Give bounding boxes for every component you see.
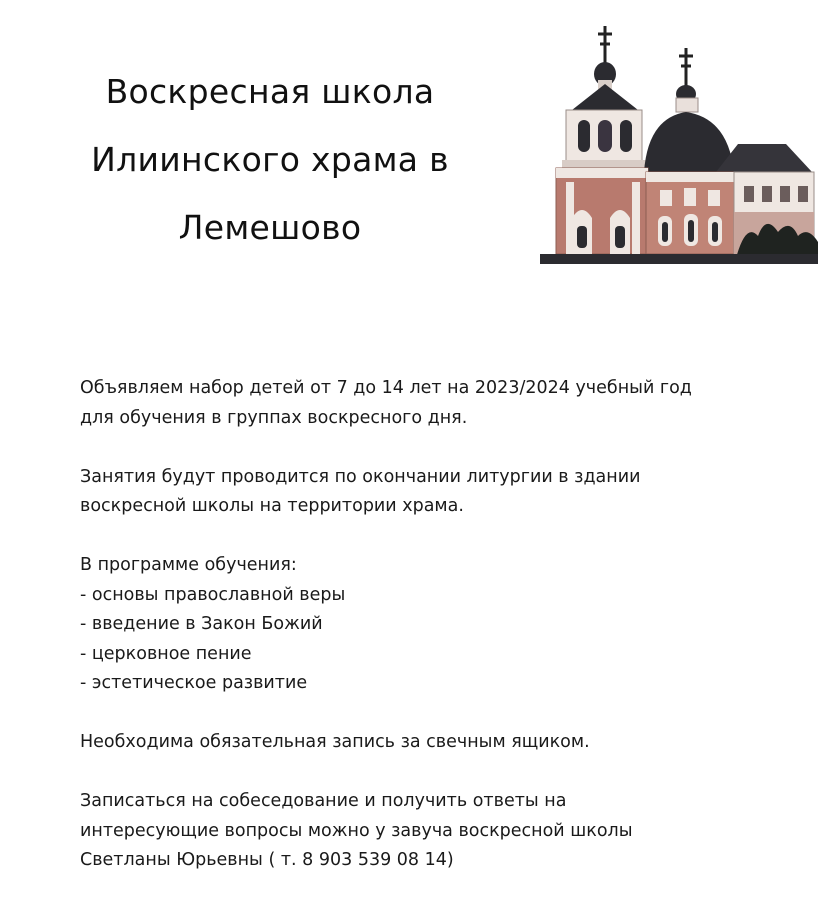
left-tower-roof [572, 84, 638, 110]
nave-roof [716, 144, 812, 172]
title-line-3: Лемешово [178, 208, 362, 247]
schedule-line-1: Занятия будут проводится по окончании литургии в здании [80, 466, 641, 487]
program-item: - введение в Закон Божий [80, 614, 323, 634]
title-line-2: Илиинского храма в [91, 140, 449, 179]
schedule-paragraph [80, 463, 800, 522]
contact-line-3: Светланы Юрьевны ( т. 8 903 539 08 14) [80, 850, 454, 870]
program-item: - основы православной веры [80, 584, 346, 605]
contact-paragraph [80, 787, 800, 876]
ground [540, 254, 818, 264]
intro-line-2: для обучения в группах воскресного дня. [80, 407, 468, 428]
main-roof [644, 112, 734, 172]
left-cross-icon [598, 26, 612, 64]
program-paragraph [80, 551, 800, 699]
announcement-body [80, 374, 800, 876]
intro-line-1: Объявляем набор детей от 7 до 14 лет на 2023/2024 учебный год [80, 378, 692, 398]
church-illustration-icon [536, 22, 820, 266]
program-item: - церковное пение [80, 643, 252, 664]
title-line-1: Воскресная школа [105, 72, 435, 111]
contact-line-2: интересующие вопросы можно у завуча воскресной школы [80, 820, 633, 841]
program-item: - эстетическое развитие [80, 673, 308, 693]
registration-paragraph [80, 728, 800, 758]
contact-line-1: Записаться на собеседование и получить ответы на [80, 791, 567, 811]
registration-line: Необходима обязательная запись за свечным ящиком. [80, 732, 590, 752]
intro-paragraph [80, 374, 800, 433]
program-heading: В программе обучения: [80, 555, 297, 575]
page-title [60, 58, 480, 262]
right-cross-icon [679, 48, 693, 88]
schedule-line-2: воскресной школы на территории храма. [80, 496, 464, 516]
